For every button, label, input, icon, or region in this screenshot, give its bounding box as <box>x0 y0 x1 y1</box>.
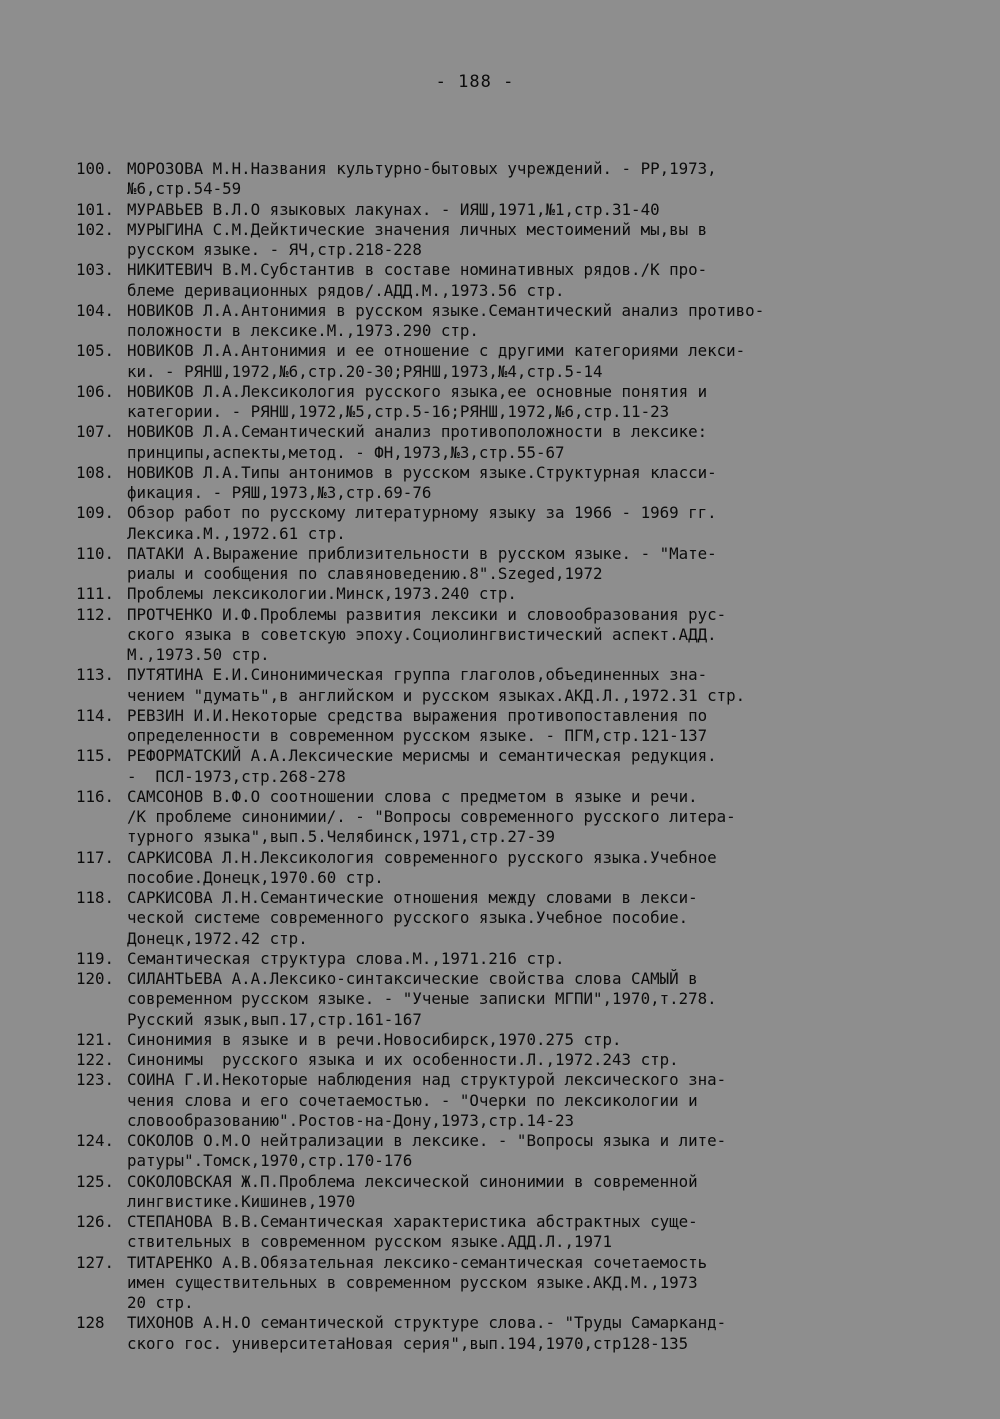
bibliography-entry <box>76 605 956 666</box>
page-number: - 188 - <box>435 72 515 92</box>
entry-number: 117. <box>76 847 115 867</box>
entry-line: НИКИТЕВИЧ В.М.Субстантив в составе номинативных рядов./К про- <box>127 260 708 280</box>
bibliography-entry <box>76 503 956 544</box>
entry-number: 104. <box>76 300 115 320</box>
entry-line: НОВИКОВ Л.А.Типы антонимов в русском языке.Структурная класси- <box>127 462 717 482</box>
entry-number: 115. <box>76 746 115 766</box>
entry-text <box>127 665 956 706</box>
bibliography-entry <box>76 1172 956 1213</box>
entry-number: 111. <box>76 584 115 604</box>
entry-line: НОВИКОВ Л.А.Семантический анализ противоположности в лексике: <box>127 422 708 442</box>
entry-line: словообразованию".Ростов-на-Дону,1973,стр.14-23 <box>127 1110 574 1130</box>
bibliography-entry <box>76 1131 956 1172</box>
entry-text <box>127 848 956 889</box>
entry-number: 101. <box>76 199 115 219</box>
entry-number: 105. <box>76 341 115 361</box>
entry-line: Лексика.М.,1972.61 стр. <box>127 523 346 543</box>
entry-text <box>127 706 956 747</box>
entry-line: НОВИКОВ Л.А.Антонимия в русском языке.Семантический анализ противо- <box>127 300 765 320</box>
entry-line: №6,стр.54-59 <box>127 179 242 199</box>
bibliography-entry <box>76 848 956 889</box>
entry-number: 125. <box>76 1171 115 1191</box>
entry-number: 107. <box>76 422 115 442</box>
entry-line: ТИТАРЕНКО А.В.Обязательная лексико-семантическая сочетаемость <box>127 1252 708 1272</box>
entry-line: ческой системе современного русского языка.Учебное пособие. <box>127 908 689 928</box>
bibliography-entry <box>76 220 956 261</box>
entry-line: СОИНА Г.И.Некоторые наблюдения над структурой лексического зна- <box>127 1070 727 1090</box>
entry-text <box>127 301 956 342</box>
entry-line: ратуры".Томск,1970,стр.170-176 <box>127 1151 413 1171</box>
entry-line: СОКОЛОВ О.М.О нейтрализации в лексике. - "Вопросы языка и лите- <box>127 1131 727 1150</box>
bibliography-entry <box>76 1313 956 1354</box>
entry-number: 116. <box>76 786 115 806</box>
entry-number: 109. <box>76 503 115 523</box>
entry-text <box>127 1070 956 1131</box>
entry-line: риалы и сообщения по славяноведению.8".Szeged,1972 <box>127 564 603 583</box>
entry-line: Русский язык,вып.17,стр.161-167 <box>127 1009 422 1029</box>
entry-line: САРКИСОВА Л.Н.Семантические отношения между словами в лекси- <box>127 888 698 907</box>
entry-text <box>127 260 956 301</box>
entry-text <box>127 382 956 423</box>
entry-line: ТИХОНОВ А.Н.О семантической структуре слова.- "Труды Самарканд- <box>127 1313 727 1333</box>
entry-number: 106. <box>76 381 115 401</box>
bibliography-entry <box>76 382 956 423</box>
bibliography-entry <box>76 1050 956 1070</box>
entry-number: 119. <box>76 948 115 968</box>
bibliography-entry <box>76 665 956 706</box>
bibliography-entry <box>76 544 956 585</box>
entry-line: имен существительных в современном русском языке.АКД.М.,1973 <box>127 1272 698 1292</box>
entry-line: СТЕПАНОВА В.В.Семантическая характеристика абстрактных суще- <box>127 1212 698 1231</box>
entry-line: фикация. - РЯШ,1973,№3,стр.69-76 <box>127 483 432 502</box>
entry-number: 112. <box>76 604 115 624</box>
entry-text <box>127 544 956 585</box>
entry-number: 108. <box>76 462 115 482</box>
entry-line: принципы,аспекты,метод. - ФН,1973,№3,стр.55-67 <box>127 442 565 462</box>
bibliography-entry <box>76 341 956 382</box>
entry-text <box>127 584 956 604</box>
bibliography-entry <box>76 200 956 220</box>
entry-text <box>127 1253 956 1314</box>
entry-line: Проблемы лексикологии.Минск,1973.240 стр. <box>127 584 517 604</box>
bibliography-entry <box>76 1212 956 1253</box>
entry-number: 128 <box>76 1313 105 1333</box>
entry-text <box>127 1050 956 1070</box>
entry-line: МУРЫГИНА С.М.Дейктические значения личных местоимений мы,вы в <box>127 219 708 239</box>
entry-line: ского языка в советскую эпоху.Социолингвистический аспект.АДД. <box>127 624 717 644</box>
entry-text <box>127 746 956 787</box>
entry-line: русском языке. - ЯЧ,стр.218-228 <box>127 240 422 259</box>
entry-number: 124. <box>76 1131 115 1150</box>
entry-text <box>127 159 956 200</box>
entry-line: Синонимия в языке и в речи.Новосибирск,1970.275 стр. <box>127 1029 622 1049</box>
entry-number: 113. <box>76 665 115 685</box>
entry-line: категории. - РЯНШ,1972,№5,стр.5-16;РЯНШ,1972,№6,стр.11-23 <box>127 402 670 421</box>
bibliography-entry <box>76 888 956 949</box>
bibliography-entry <box>76 746 956 787</box>
bibliography-entry <box>76 301 956 342</box>
bibliography-entry <box>76 706 956 747</box>
bibliography-entry <box>76 1253 956 1314</box>
entry-line: ПРОТЧЕНКО И.Ф.Проблемы развития лексики и словообразования рус- <box>127 604 727 624</box>
entry-text <box>127 949 956 969</box>
entry-line: лингвистике.Кишинев,1970 <box>127 1191 356 1211</box>
bibliography-entry <box>76 159 956 200</box>
entry-text <box>127 969 956 1030</box>
entry-line: САМСОНОВ В.Ф.О соотношении слова с предметом в языке и речи. <box>127 786 698 806</box>
entry-line: блеме деривационных рядов/.АДД.М.,1973.56 стр. <box>127 280 565 300</box>
bibliography-entry <box>76 463 956 504</box>
entry-line: определенности в современном русском языке. - ПГМ,стр.121-137 <box>127 726 708 745</box>
entry-line: ки. - РЯНШ,1972,№6,стр.20-30;РЯНШ,1973,№4,стр.5-14 <box>127 361 603 381</box>
entry-line: положности в лексике.М.,1973.290 стр. <box>127 321 479 340</box>
entry-line: МОРОЗОВА М.Н.Названия культурно-бытовых учреждений. - РР,1973, <box>127 159 717 178</box>
bibliography-entry <box>76 787 956 848</box>
entry-line: Семантическая структура слова.М.,1971.216 стр. <box>127 948 565 968</box>
entry-line: ПУТЯТИНА Е.И.Синонимическая группа глаголов,объединенных зна- <box>127 665 708 685</box>
entry-number: 114. <box>76 705 115 725</box>
entry-line: Обзор работ по русскому литературному языку за 1966 - 1969 гг. <box>127 503 717 523</box>
entry-line: НОВИКОВ Л.А.Лексикология русского языка,ее основные понятия и <box>127 381 708 401</box>
entry-text <box>127 1131 956 1172</box>
entry-line: ПАТАКИ А.Выражение приблизительности в русском языке. - "Мате- <box>127 543 717 563</box>
entry-line: СОКОЛОВСКАЯ Ж.П.Проблема лексической синонимии в современной <box>127 1171 698 1191</box>
entry-text <box>127 463 956 504</box>
entry-line: чением "думать",в английском и русском языках.АКД.Л.,1972.31 стр. <box>127 685 746 705</box>
entry-line: 20 стр. <box>127 1293 194 1312</box>
bibliography-entry <box>76 422 956 463</box>
entry-line: РЕФОРМАТСКИЙ А.А.Лексические мерисмы и семантическая редукция. <box>127 746 717 766</box>
entry-text <box>127 787 956 848</box>
entry-text <box>127 1030 956 1050</box>
bibliography-entry <box>76 584 956 604</box>
entry-line: турного языка",вып.5.Челябинск,1971,стр.27-39 <box>127 827 555 847</box>
entry-line: ствительных в современном русском языке.АДД.Л.,1971 <box>127 1232 613 1252</box>
entry-text <box>127 888 956 949</box>
bibliography-entry <box>76 260 956 301</box>
entry-text <box>127 341 956 382</box>
entry-line: пособие.Донецк,1970.60 стр. <box>127 867 384 887</box>
entry-number: 118. <box>76 888 115 907</box>
entry-number: 123. <box>76 1070 115 1090</box>
entry-text <box>127 220 956 261</box>
entry-line: - ПСЛ-1973,стр.268-278 <box>127 766 346 786</box>
entry-line: чения слова и его сочетаемостью. - "Очерки по лексикологии и <box>127 1090 698 1110</box>
entry-text <box>127 1172 956 1213</box>
entry-number: 100. <box>76 159 115 178</box>
entry-line: РЕВЗИН И.И.Некоторые средства выражения противопоставления по <box>127 705 708 725</box>
entry-line: САРКИСОВА Л.Н.Лексикология современного русского языка.Учебное <box>127 847 717 867</box>
entry-number: 121. <box>76 1029 115 1049</box>
entry-number: 120. <box>76 969 115 988</box>
entry-number: 127. <box>76 1252 115 1272</box>
entry-text <box>127 605 956 666</box>
entry-number: 122. <box>76 1050 115 1069</box>
entry-line: современном русском языке. - "Ученые записки МГПИ",1970,т.278. <box>127 989 717 1009</box>
entry-number: 103. <box>76 260 115 280</box>
entry-line: НОВИКОВ Л.А.Антонимия и ее отношение с другими категориями лекси- <box>127 341 746 361</box>
entry-line: Донецк,1972.42 стр. <box>127 928 308 948</box>
bibliography-entry <box>76 1070 956 1131</box>
entry-number: 102. <box>76 219 115 239</box>
bibliography-list <box>76 159 956 1354</box>
entry-text <box>127 200 956 220</box>
entry-line: ского гос. университетаНовая серия",вып.194,1970,стр128-135 <box>127 1333 689 1353</box>
entry-text <box>127 1313 956 1354</box>
bibliography-entry <box>76 969 956 1030</box>
entry-line: М.,1973.50 стр. <box>127 645 270 664</box>
entry-number: 110. <box>76 543 115 563</box>
entry-number: 126. <box>76 1212 115 1231</box>
entry-text <box>127 1212 956 1253</box>
entry-text <box>127 503 956 544</box>
bibliography-entry <box>76 1030 956 1050</box>
entry-line: Синонимы русского языка и их особенности.Л.,1972.243 стр. <box>127 1050 679 1069</box>
entry-line: СИЛАНТЬЕВА А.А.Лексико-синтаксические свойства слова САМЫЙ в <box>127 969 698 988</box>
entry-text <box>127 422 956 463</box>
bibliography-entry <box>76 949 956 969</box>
entry-line: МУРАВЬЕВ В.Л.О языковых лакунах. - ИЯШ,1971,№1,стр.31-40 <box>127 199 660 219</box>
entry-line: /К проблеме синонимии/. - "Вопросы современного русского литера- <box>127 807 736 826</box>
